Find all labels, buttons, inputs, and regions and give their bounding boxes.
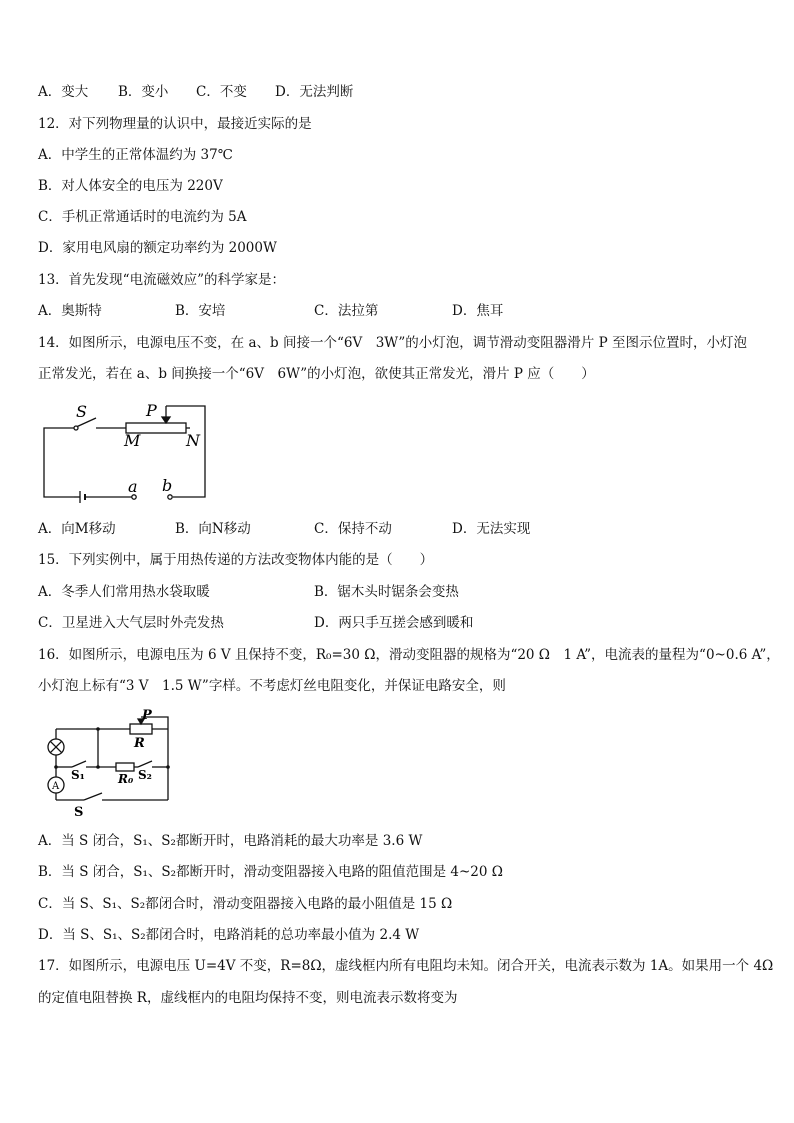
q14-label-s: S [76, 402, 87, 421]
q14-label-b: b [162, 476, 173, 495]
q16-label-r: R [134, 736, 145, 751]
q14-option-d: D．无法实现 [452, 521, 531, 537]
q17-stem-line1: 17．如图所示，电源电压 U=4V 不变，R=8Ω，虚线框内所有电阻均未知。闭合开关，电流表示数为 1A。如果用一个 4Ω [38, 958, 774, 974]
q13-option-c: C．法拉第 [314, 303, 379, 319]
q14-options [38, 520, 758, 538]
q16-option-b: B．当 S 闭合，S₁、S₂都断开时，滑动变阻器接入电路的阻值范围是 4~20 Ω [38, 864, 503, 880]
q15-option-b: B．锯木头时锯条会变热 [314, 584, 459, 600]
q11-option-a: A．变大 [38, 84, 89, 100]
q16-option-d: D．当 S、S₁、S₂都闭合时，电路消耗的总功率最小值为 2.4 W [38, 927, 420, 943]
q14-stem-line2: 正常发光，若在 a、b 间换接一个“6V 6W”的小灯泡，欲使其正常发光，滑片 P 应（ ） [38, 366, 595, 382]
q12-stem: 12．对下列物理量的认识中，最接近实际的是 [38, 116, 312, 132]
q11-option-d: D．无法判断 [275, 84, 354, 100]
q11-options [38, 83, 758, 101]
q16-label-r0: R₀ [118, 772, 134, 786]
ammeter-label: A [52, 781, 60, 792]
q12-option-c: C．手机正常通话时的电流约为 5A [38, 209, 247, 225]
q16-option-a: A．当 S 闭合，S₁、S₂都断开时，电路消耗的最大功率是 3.6 W [38, 833, 423, 849]
q15-stem: 15．下列实例中，属于用热传递的方法改变物体内能的是（ ） [38, 552, 434, 568]
q17-stem-line2: 的定值电阻替换 R，虚线框内的电阻均保持不变，则电流表示数将变为 [38, 990, 458, 1006]
q14-circuit-figure [38, 398, 213, 506]
q15-option-d: D．两只手互搓会感到暖和 [314, 615, 474, 631]
q16-stem-line2: 小灯泡上标有“3 V 1.5 W”字样。不考虑灯丝电阻变化，并保证电路安全，则 [38, 678, 506, 694]
q14-label-p: P [146, 401, 157, 420]
q11-option-b: B．变小 [118, 84, 169, 100]
q13-stem: 13．首先发现“电流磁效应”的科学家是： [38, 272, 285, 288]
q16-label-p: P [142, 708, 152, 723]
q14-label-n: N [186, 431, 200, 450]
q12-option-a: A．中学生的正常体温约为 37℃ [38, 147, 233, 163]
q16-label-s2: S₂ [138, 768, 152, 782]
q13-options [38, 302, 758, 320]
q14-option-b: B．向N移动 [175, 521, 251, 537]
q15-option-c: C．卫星进入大气层时外壳发热 [38, 615, 224, 631]
q16-circuit-figure [38, 707, 172, 819]
q14-option-c: C．保持不动 [314, 521, 392, 537]
q14-stem-line1: 14．如图所示，电源电压不变，在 a、b 间接一个“6V 3W”的小灯泡，调节滑动变阻器滑片 P 至图示位置时，小灯泡 [38, 335, 747, 351]
q15-options-row1 [38, 583, 758, 601]
q13-option-a: A．奥斯特 [38, 303, 102, 319]
q15-option-a: A．冬季人们常用热水袋取暖 [38, 584, 210, 600]
q13-option-d: D．焦耳 [452, 303, 504, 319]
q16-label-s: S [74, 805, 84, 819]
q12-option-d: D．家用电风扇的额定功率约为 2000W [38, 240, 277, 256]
q16-stem-line1: 16．如图所示，电源电压为 6 V 且保持不变，R₀=30 Ω，滑动变阻器的规格为“20 Ω 1 A”，电流表的量程为“0~0.6 A”， [38, 647, 780, 663]
q11-option-c: C．不变 [196, 84, 247, 100]
q14-label-m: M [124, 431, 141, 450]
q13-option-b: B．安培 [175, 303, 226, 319]
q15-options-row2 [38, 614, 758, 632]
q14-label-a: a [128, 477, 138, 496]
q16-option-c: C．当 S、S₁、S₂都闭合时，滑动变阻器接入电路的最小阻值是 15 Ω [38, 896, 453, 912]
q12-option-b: B．对人体安全的电压为 220V [38, 178, 223, 194]
q14-option-a: A．向M移动 [38, 521, 116, 537]
q16-label-s1: S₁ [71, 768, 85, 782]
